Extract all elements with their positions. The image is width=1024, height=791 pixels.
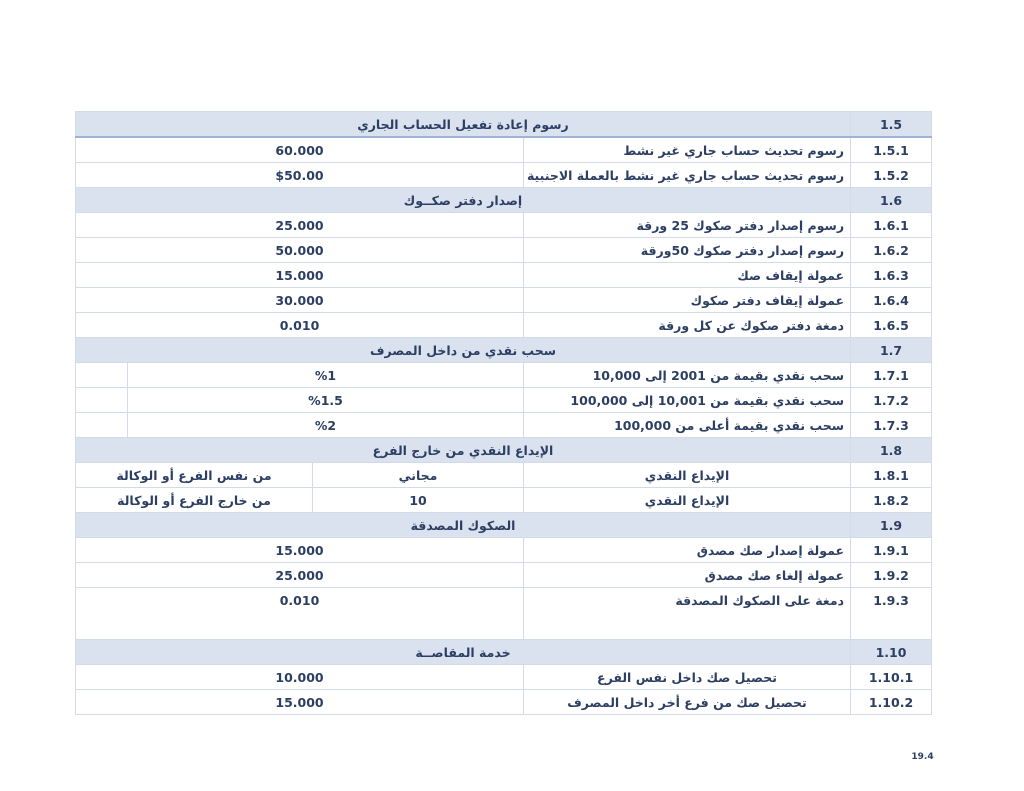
table-row: [76, 588, 932, 640]
item-value: 25.000: [76, 213, 524, 238]
item-number: 1.10.2: [851, 690, 932, 715]
item-description: الإيداع النقدي: [524, 488, 851, 513]
item-description: دمغة دفتر صكوك عن كل ورقة: [524, 313, 851, 338]
section-header: [76, 188, 932, 213]
item-description: رسوم إصدار دفتر صكوك 50ورقة: [524, 238, 851, 263]
table-row: [76, 263, 932, 288]
item-value: %1.5: [128, 388, 524, 413]
item-description: رسوم تحديث حساب جاري غير نشط بالعملة الاجنبية: [524, 163, 851, 188]
item-description: رسوم تحديث حساب جاري غير نشط: [524, 137, 851, 163]
empty-cell: [76, 363, 128, 388]
item-description: رسوم إصدار دفتر صكوك 25 ورقة: [524, 213, 851, 238]
table-row: [76, 313, 932, 338]
section-number: 1.7: [851, 338, 932, 363]
item-value: 15.000: [76, 263, 524, 288]
item-number: 1.6.5: [851, 313, 932, 338]
section-number: 1.5: [851, 112, 932, 138]
item-value: 0.010: [76, 313, 524, 338]
table-row: [76, 137, 932, 163]
fee-schedule-table: [75, 111, 932, 715]
item-value: 0.010: [76, 588, 524, 640]
item-number: 1.7.1: [851, 363, 932, 388]
section-title: سحب نقدي من داخل المصرف: [76, 338, 851, 363]
section-header: [76, 513, 932, 538]
item-value: 25.000: [76, 563, 524, 588]
table-row: [76, 213, 932, 238]
item-value: 60.000: [76, 137, 524, 163]
item-number: 1.9.2: [851, 563, 932, 588]
table-row: [76, 163, 932, 188]
item-number: 1.9.3: [851, 588, 932, 640]
item-value: مجاني: [313, 463, 524, 488]
section-title: خدمة المقاصــة: [76, 640, 851, 665]
item-description: عمولة إلغاء صك مصدق: [524, 563, 851, 588]
table-row: [76, 488, 932, 513]
table-row: [76, 563, 932, 588]
item-number: 1.6.1: [851, 213, 932, 238]
item-description: سحب نقدي بقيمة من 2001 إلى 10,000: [524, 363, 851, 388]
item-number: 1.10.1: [851, 665, 932, 690]
item-description: عمولة إيقاف صك: [524, 263, 851, 288]
item-value: 10: [313, 488, 524, 513]
item-number: 1.8.1: [851, 463, 932, 488]
section-number: 1.8: [851, 438, 932, 463]
item-value: 50.000: [76, 238, 524, 263]
section-header: [76, 640, 932, 665]
empty-cell: [76, 413, 128, 438]
item-note: من نفس الفرع أو الوكالة: [76, 463, 313, 488]
item-value: 15.000: [76, 538, 524, 563]
empty-cell: [76, 388, 128, 413]
item-description: عمولة إيقاف دفتر صكوك: [524, 288, 851, 313]
item-value: $50.00: [76, 163, 524, 188]
section-header: [76, 112, 932, 138]
section-title: إصدار دفتر صكــوك: [76, 188, 851, 213]
table-row: [76, 388, 932, 413]
item-description: سحب نقدي بقيمة من 10,001 إلى 100,000: [524, 388, 851, 413]
section-number: 1.10: [851, 640, 932, 665]
item-description: عمولة إصدار صك مصدق: [524, 538, 851, 563]
table-row: [76, 538, 932, 563]
section-title: الصكوك المصدقة: [76, 513, 851, 538]
item-number: 1.5.1: [851, 137, 932, 163]
item-number: 1.7.3: [851, 413, 932, 438]
item-number: 1.8.2: [851, 488, 932, 513]
item-description: الإيداع النقدي: [524, 463, 851, 488]
item-number: 1.7.2: [851, 388, 932, 413]
section-header: [76, 338, 932, 363]
section-number: 1.9: [851, 513, 932, 538]
table-row: [76, 288, 932, 313]
table-row: [76, 665, 932, 690]
item-value: %1: [128, 363, 524, 388]
page-number: 19.4: [911, 752, 934, 762]
section-header: [76, 438, 932, 463]
item-number: 1.5.2: [851, 163, 932, 188]
item-description: تحصيل صك من فرع أخر داخل المصرف: [524, 690, 851, 715]
item-value: %2: [128, 413, 524, 438]
section-title: رسوم إعادة تفعيل الحساب الجاري: [76, 112, 851, 138]
table-row: [76, 463, 932, 488]
item-note: من خارج الفرع أو الوكالة: [76, 488, 313, 513]
item-description: تحصيل صك داخل نفس الفرع: [524, 665, 851, 690]
item-description: سحب نقدي بقيمة أعلى من 100,000: [524, 413, 851, 438]
item-value: 10.000: [76, 665, 524, 690]
section-number: 1.6: [851, 188, 932, 213]
table-row: [76, 238, 932, 263]
table-row: [76, 363, 932, 388]
table-row: [76, 690, 932, 715]
section-title: الإيداع النقدي من خارج الفرع: [76, 438, 851, 463]
item-number: 1.6.4: [851, 288, 932, 313]
table-row: [76, 413, 932, 438]
item-number: 1.6.2: [851, 238, 932, 263]
item-value: 30.000: [76, 288, 524, 313]
item-number: 1.9.1: [851, 538, 932, 563]
item-value: 15.000: [76, 690, 524, 715]
item-description: دمغة على الصكوك المصدقة: [524, 588, 851, 640]
item-number: 1.6.3: [851, 263, 932, 288]
